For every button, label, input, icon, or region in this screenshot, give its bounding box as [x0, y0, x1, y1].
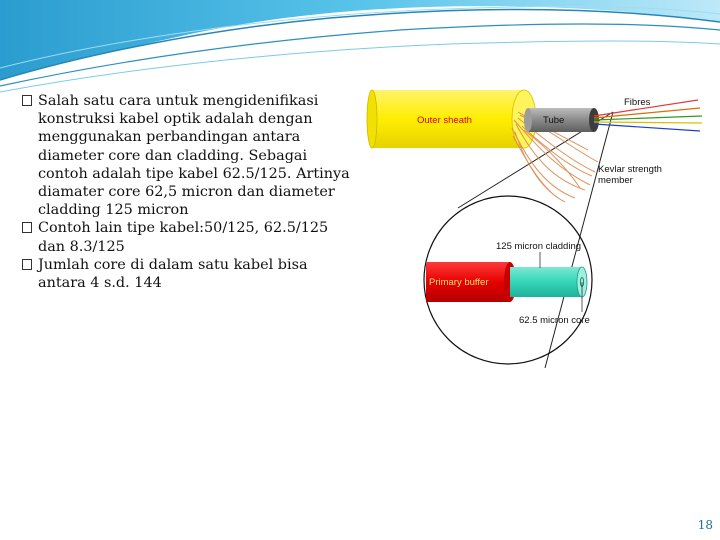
bullet-text: Jumlah core di dalam satu kabel bisa antara 4 s.d. 144 — [38, 256, 308, 292]
core-label: 62.5 micron core — [519, 315, 590, 326]
outer-sheath-label: Outer sheath — [417, 115, 472, 126]
fibres-label: Fibres — [624, 97, 651, 108]
slide-number: 18 — [697, 518, 713, 532]
primary-buffer-label: Primary buffer — [429, 277, 489, 288]
bullet-text: Salah satu cara untuk mengidenifikasi konstruksi kabel optik adalah dengan menggunakan perbandingan antara diameter core dan cladding. Sebagai contoh adalah tipe kabel 62.5/125. Artinya diamater core 62,5 micron dan diameter cladding 125 micron — [38, 93, 350, 219]
magnification-lines — [458, 112, 613, 368]
bullet-text: Contoh lain tipe kabel:50/125, 62.5/125 dan 8.3/125 — [38, 220, 329, 255]
tube-label: Tube — [543, 115, 565, 126]
kevlar-label-line2: member — [598, 175, 633, 186]
cladding-label: 125 micron cladding — [496, 241, 582, 252]
kevlar-label-line1: Kevlar strength — [598, 164, 662, 175]
